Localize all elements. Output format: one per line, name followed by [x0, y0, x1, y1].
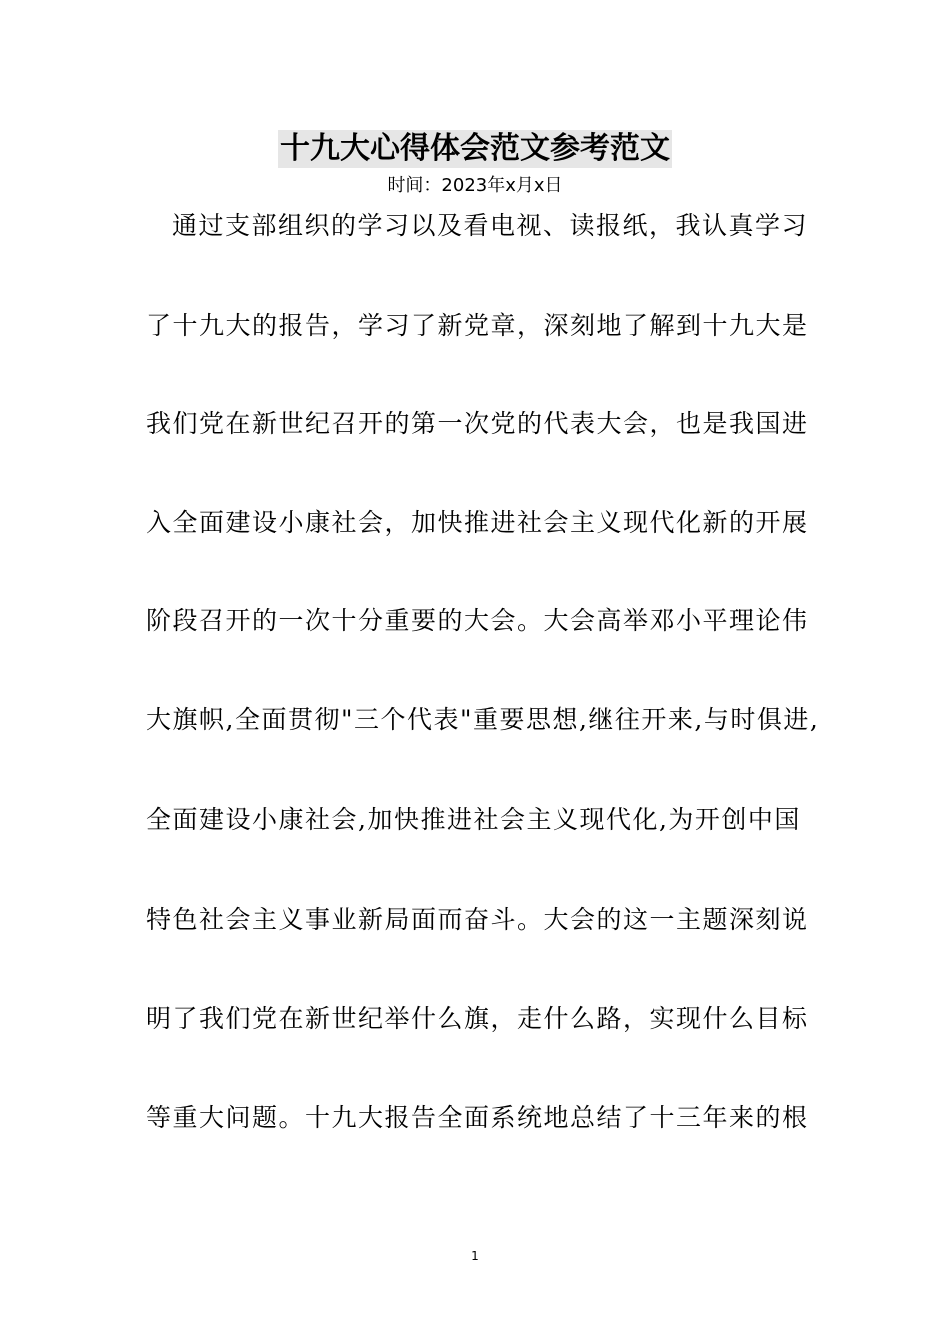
body-line-7: 全面建设小康社会,加快推进社会主义现代化,为开创中国	[146, 805, 801, 834]
body-line-4: 入全面建设小康社会，加快推进社会主义现代化新的开展	[146, 508, 809, 537]
body-line-8: 特色社会主义事业新局面而奋斗。大会的这一主题深刻说	[146, 905, 809, 934]
page-number: 1	[471, 1249, 479, 1263]
body-line-10: 等重大问题。十九大报告全面系统地总结了十三年来的根	[146, 1103, 809, 1132]
body-line-5: 阶段召开的一次十分重要的大会。大会高举邓小平理论伟	[146, 606, 809, 635]
body-line-6: 大旗帜,全面贯彻"三个代表"重要思想,继往开来,与时俱进,	[146, 705, 820, 734]
body-line-9: 明了我们党在新世纪举什么旗，走什么路，实现什么目标	[146, 1004, 809, 1033]
body-line-1: 通过支部组织的学习以及看电视、读报纸，我认真学习	[172, 211, 809, 240]
body-line-3: 我们党在新世纪召开的第一次党的代表大会，也是我国进	[146, 409, 809, 438]
date-line: 时间：2023年x月x日	[387, 175, 563, 196]
document-title: 十九大心得体会范文参考范文	[280, 131, 670, 166]
title-container	[0, 130, 950, 168]
body-line-2: 了十九大的报告，学习了新党章，深刻地了解到十九大是	[146, 311, 809, 340]
